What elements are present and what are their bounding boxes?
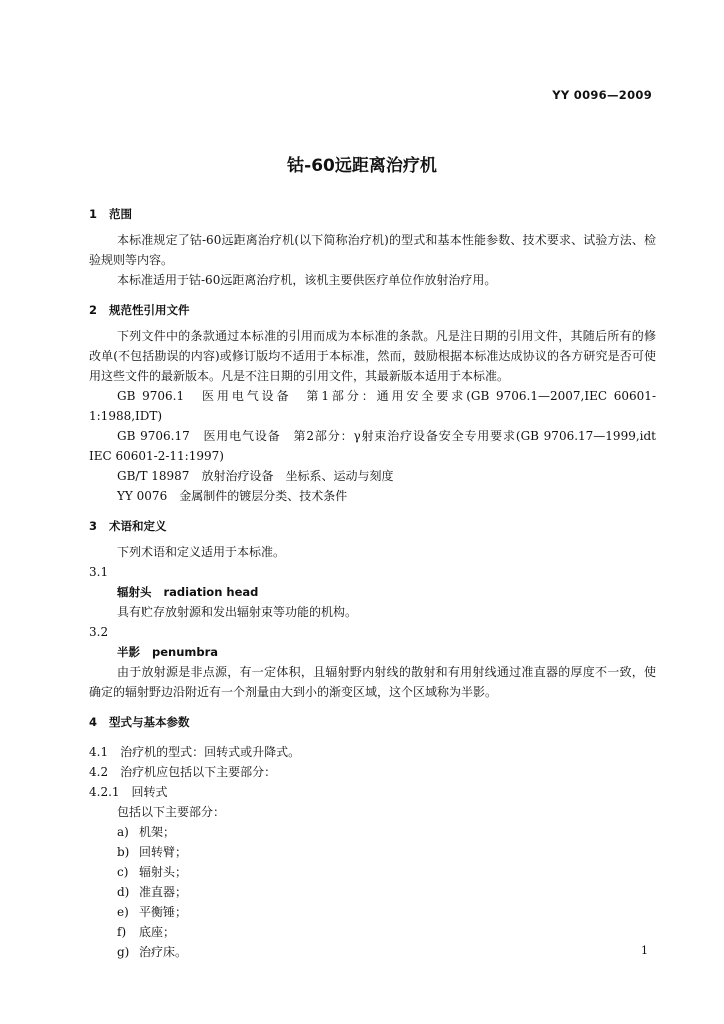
clause-4-2-1: 4.2.1 回转式 [89,785,168,799]
list-item: b) 回转臂； [117,845,188,859]
clause-4-1: 4.1 治疗机的型式：回转式或升降式。 [89,745,301,759]
term-number: 3.1 [89,565,109,579]
section-3-intro: 下列术语和定义适用于本标准。 [117,545,286,559]
list-item: a) 机架； [117,825,176,839]
section-2-paragraph-1: 下列文件中的条款通过本标准的引用而成为本标准的条款。凡是注日期的引用文件，其随后所有的修改单(不包括勘误的内容)或修订版均不适用于本标准，然而，鼓励根据本标准达成协议的各方研究是否可使用这些文件的最新版本。凡是不注日期的引用文件，其最新版本适用于本标准。 [89,329,656,383]
section-heading-3: 3 术语和定义 [89,519,167,533]
clause-4-2-1-intro: 包括以下主要部分： [117,805,226,819]
section-1-paragraph-2: 本标准适用于钴-60远距离治疗机，该机主要供医疗单位作放射治疗用。 [117,273,497,287]
section-heading-2: 2 规范性引用文件 [89,303,190,317]
list-item: g) 治疗床。 [117,945,188,959]
reference-item: GB 9706.17 医用电气设备 第2部分：γ射束治疗设备安全专用要求(GB 9706.17—1999,idt IEC 60601-2-11:1997) [89,429,656,463]
standard-code: YY 0096—2009 [552,88,652,102]
document-body [89,204,656,962]
clause-4-2: 4.2 治疗机应包括以下主要部分： [89,765,277,779]
term-definition: 具有贮存放射源和发出辐射束等功能的机构。 [117,605,358,619]
section-heading-1: 1 范围 [89,207,132,221]
document-title: 钴-60远距离治疗机 [287,156,437,176]
page-number: 1 [641,944,648,957]
list-item: f) 底座； [117,925,176,939]
term-heading: 辐射头 radiation head [117,585,259,599]
list-item: d) 准直器； [117,885,188,899]
list-item: c) 辐射头； [117,865,188,879]
term-heading: 半影 penumbra [117,645,219,659]
section-1-paragraph-1: 本标准规定了钴-60远距离治疗机(以下简称治疗机)的型式和基本性能参数、技术要求、试验方法、检验规则等内容。 [89,233,656,267]
reference-item: GB/T 18987 放射治疗设备 坐标系、运动与刻度 [117,469,394,483]
reference-item: GB 9706.1 医用电气设备 第1部分：通用安全要求(GB 9706.1—2007,IEC 60601-1:1988,IDT) [89,389,656,423]
term-definition: 由于放射源是非点源，有一定体积，且辐射野内射线的散射和有用射线通过准直器的厚度不一致，使确定的辐射野边沿附近有一个剂量由大到小的渐变区域，这个区域称为半影。 [89,665,656,699]
list-item: e) 平衡锤； [117,905,188,919]
section-heading-4: 4 型式与基本参数 [89,715,190,729]
term-number: 3.2 [89,625,109,639]
reference-item: YY 0076 金属制件的镀层分类、技术条件 [117,489,348,503]
